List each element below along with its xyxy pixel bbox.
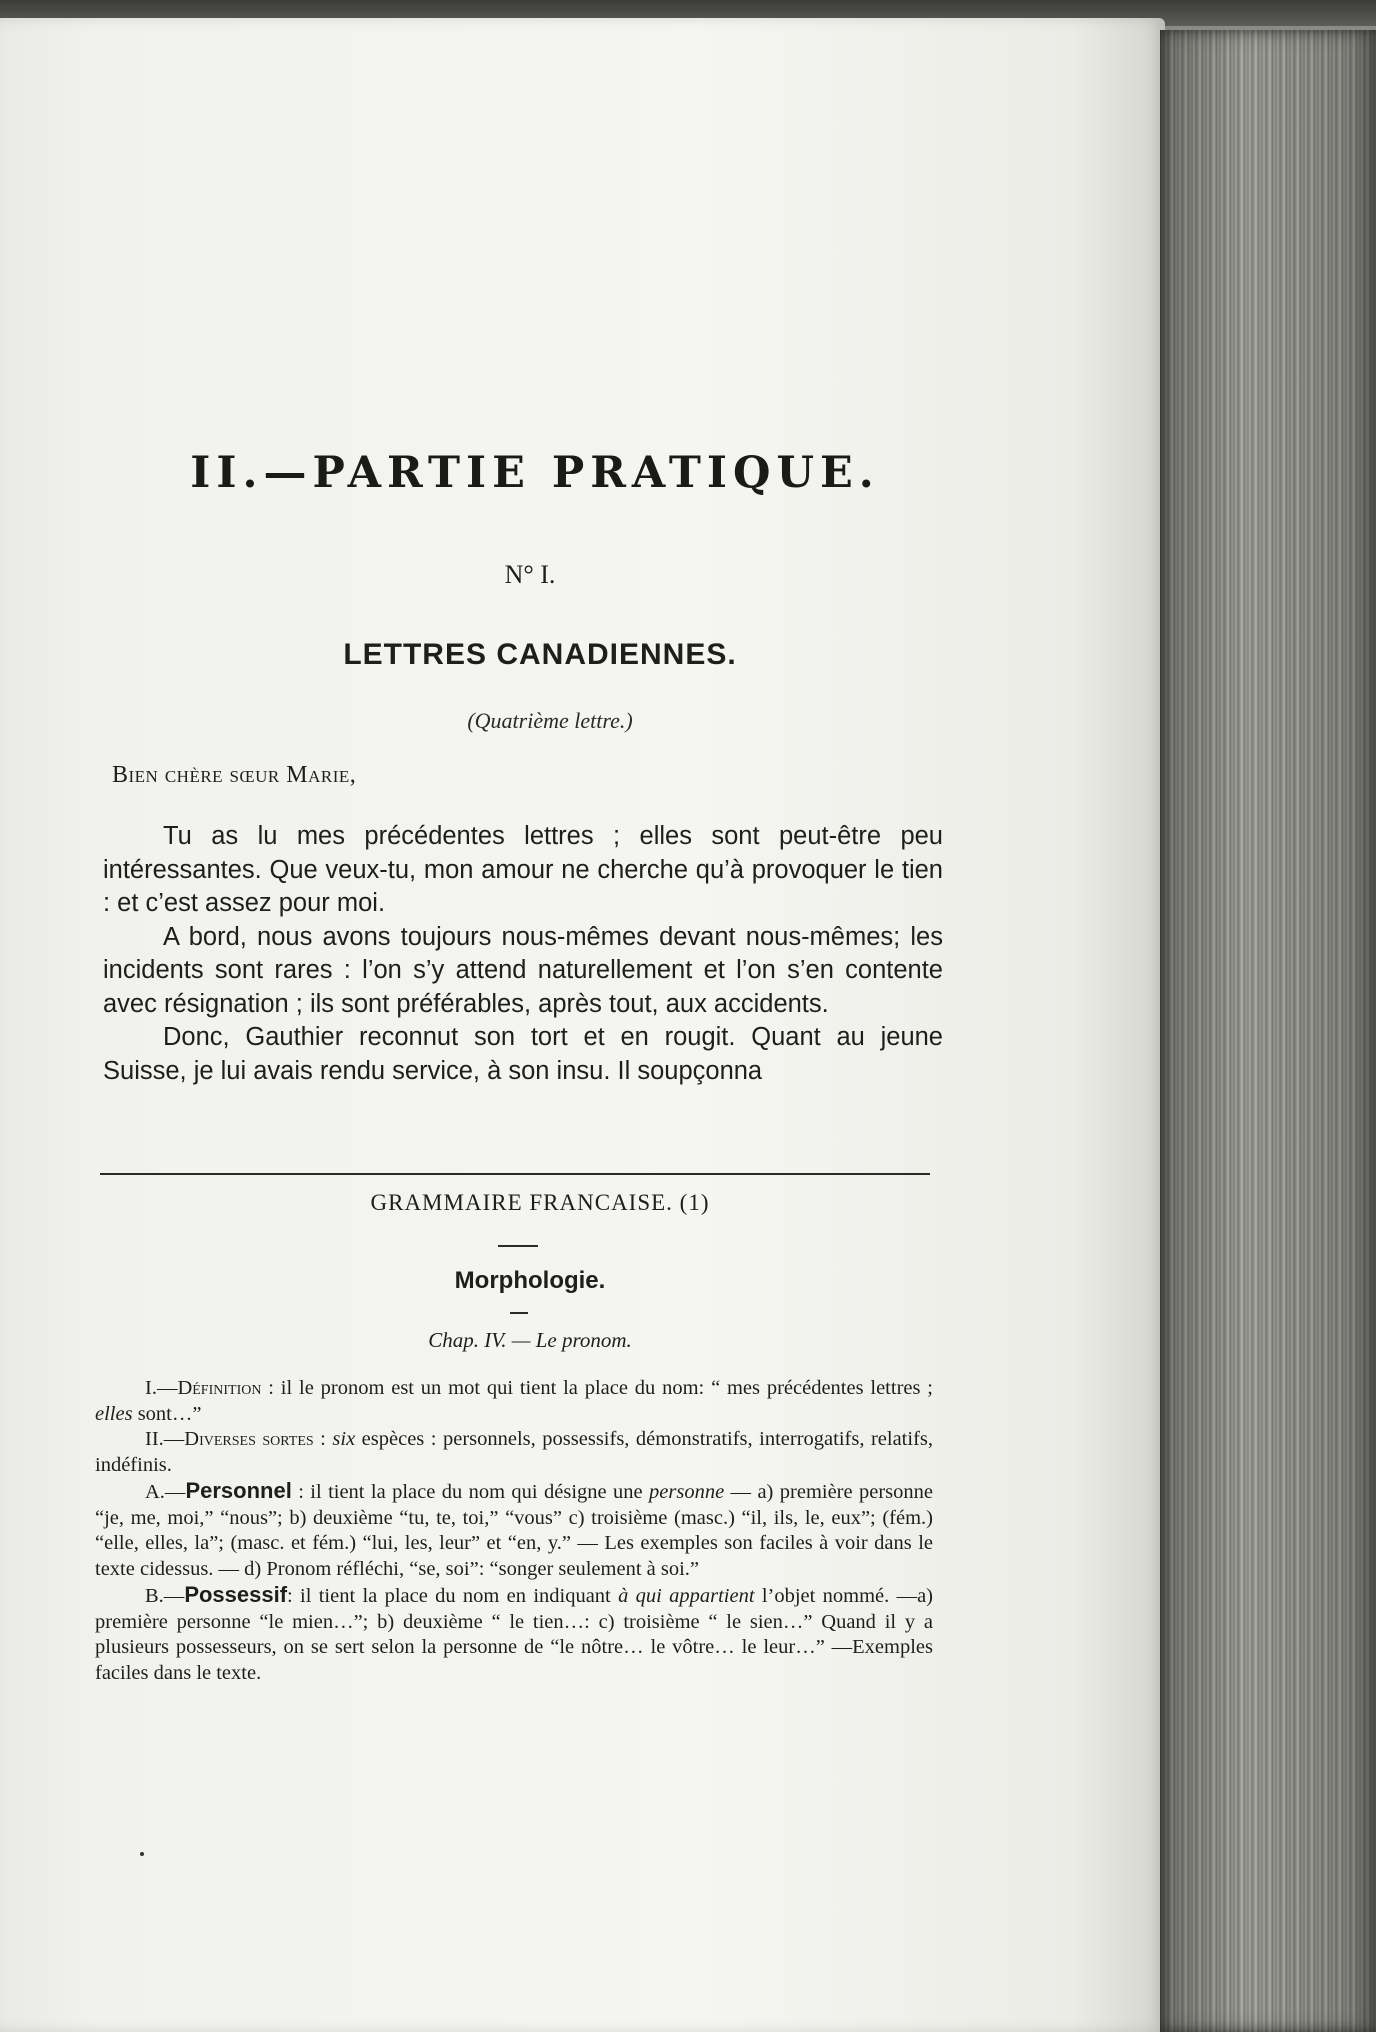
grammar-paragraph-personnel: [95, 1478, 933, 1582]
definition-label: I.—Définition: [145, 1377, 262, 1399]
definition-end: sont…”: [132, 1402, 202, 1425]
part-title: II.—PARTIE PRATIQUE.: [190, 448, 880, 498]
short-divider: [510, 1312, 528, 1314]
letter-paragraph: Donc, Gauthier reconnut son tort et en rougit. Quant au jeune Suisse, je lui avais rendu service, à son insu. Il soupçonna: [103, 1023, 943, 1085]
personnel-text: : il tient la place du nom qui désigne une: [291, 1481, 650, 1503]
personnel-italic: personne: [649, 1481, 725, 1503]
possessif-text: : il tient la place du nom en indiquant: [287, 1585, 619, 1607]
grammar-paragraph-sorts: [95, 1427, 933, 1478]
grammar-title: GRAMMAIRE FRANCAISE. (1): [370, 1190, 710, 1215]
section-number: N° I.: [504, 560, 556, 589]
possessif-italic: à qui appartient: [618, 1585, 755, 1607]
letter-body: [103, 820, 943, 1088]
grammar-paragraph-definition: [95, 1376, 933, 1427]
grammar-paragraph-possessif: [95, 1582, 933, 1686]
sorts-sep: :: [313, 1428, 333, 1450]
letter-salutation: Bien chère sœur Marie,: [112, 762, 357, 788]
sorts-italic: six: [332, 1428, 356, 1450]
sorts-text: espèces : personnels, possessifs, démonstratifs, interrogatifs, relatifs, indéfinis.: [95, 1428, 934, 1476]
sorts-label: II.—Diverses sortes: [145, 1428, 314, 1450]
personnel-lead: A.—: [145, 1481, 186, 1503]
section-title: LETTRES CANADIENNES.: [343, 638, 737, 671]
possessif-term: Possessif: [184, 1582, 288, 1607]
definition-italic: elles: [95, 1402, 133, 1425]
letter-subtitle: (Quatrième lettre.): [467, 708, 633, 733]
grammar-subtitle: Morphologie.: [454, 1267, 606, 1294]
personnel-term: Personnel: [185, 1478, 292, 1503]
book-edge-shading: [1160, 30, 1376, 2032]
section-divider: [100, 1173, 930, 1175]
letter-paragraph: Tu as lu mes précédentes lettres ; elles sont peut-être peu intéressantes. Que veux-tu, mon amour ne cherche qu’à provoquer le tien : et c’est assez pour moi.: [103, 822, 943, 917]
personnel-end: — a) première personne “je, me, moi,” “nous”; b) deuxième “tu, te, toi,” “vous” c) troisième (masc.) “il, ils, le, eux”; (fém.) “elle, elles, la”; (masc. et fém.) “lui, les, leur” et “en, y.” — Les exemples son faciles à voir dans le texte cidessus. — d) Pronom réfléchi, “se, soi”: “songer seulement à soi.”: [95, 1481, 933, 1580]
possessif-end: l’objet nommé. —a) première personne “le mien…”; b) deuxième “ le tien…: c) troisième “ le sien…” Quand il y a plusieurs possesseurs, on se sert selon la personne de “le nôtre… le vôtre… le leur…” —Exemples faciles dans le texte.: [95, 1585, 933, 1684]
letter-paragraph: A bord, nous avons toujours nous-mêmes devant nous-mêmes; les incidents sont rares : l’on s’y attend naturellement et l’on s’en contente avec résignation ; ils sont préférables, après tout, aux accidents.: [103, 922, 943, 1018]
chapter-heading: Chap. IV. — Le pronom.: [428, 1328, 632, 1352]
definition-text: : il le pronom est un mot qui tient la place du nom: “ mes précédentes lettres ;: [261, 1377, 933, 1399]
grammar-body: [95, 1376, 933, 1686]
ink-speck: [140, 1852, 144, 1856]
short-divider: [498, 1245, 538, 1247]
possessif-lead: B.—: [145, 1585, 185, 1607]
